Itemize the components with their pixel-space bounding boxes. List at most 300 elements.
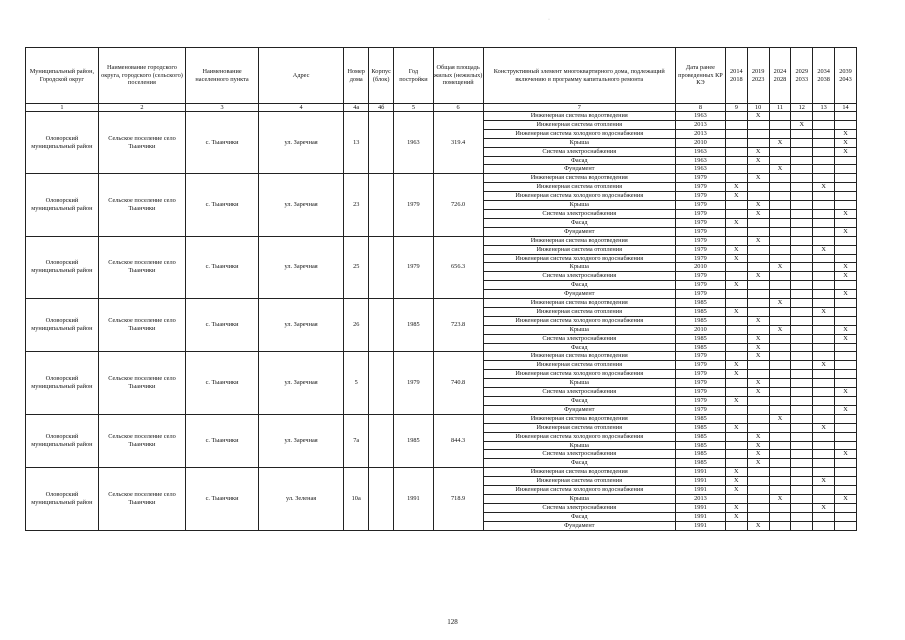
element-repair-date: 1979	[675, 388, 725, 397]
element-repair-date: 1979	[675, 352, 725, 361]
building-block	[369, 414, 394, 467]
element-repair-date: 1979	[675, 272, 725, 281]
period-mark	[813, 486, 835, 495]
period-mark	[835, 352, 857, 361]
period-mark: X	[725, 254, 747, 263]
column-number: 6	[433, 104, 483, 112]
period-mark	[791, 245, 813, 254]
element-name: Инженерная система водоотведения	[483, 352, 675, 361]
building-district: Оловорский муниципальный район	[26, 299, 99, 352]
building-area: 726.0	[433, 174, 483, 236]
period-mark	[813, 112, 835, 121]
period-mark	[813, 299, 835, 308]
column-number: 11	[769, 104, 791, 112]
element-name: Система электроснабжения	[483, 209, 675, 218]
building-street: ул. Заречная	[258, 174, 343, 236]
element-name: Инженерная система холодного водоснабжения	[483, 192, 675, 201]
element-name: Система электроснабжения	[483, 272, 675, 281]
period-mark	[791, 147, 813, 156]
period-mark	[725, 263, 747, 272]
period-mark	[813, 325, 835, 334]
column-header: 2014 2018	[725, 48, 747, 104]
element-repair-date: 1985	[675, 432, 725, 441]
period-mark	[791, 174, 813, 183]
element-repair-date: 1985	[675, 423, 725, 432]
period-mark	[725, 112, 747, 121]
building-district: Оловорский муниципальный район	[26, 414, 99, 467]
period-mark: X	[769, 325, 791, 334]
period-mark	[835, 459, 857, 468]
column-header: 2024 2028	[769, 48, 791, 104]
building-year: 1963	[394, 112, 434, 174]
period-mark	[791, 272, 813, 281]
element-repair-date: 1963	[675, 165, 725, 174]
period-mark	[791, 459, 813, 468]
period-mark: X	[835, 263, 857, 272]
period-mark: X	[813, 183, 835, 192]
element-name: Фундамент	[483, 227, 675, 236]
period-mark: X	[835, 290, 857, 299]
element-name: Инженерная система отопления	[483, 183, 675, 192]
period-mark	[835, 245, 857, 254]
element-name: Система электроснабжения	[483, 450, 675, 459]
element-name: Крыша	[483, 441, 675, 450]
table-body	[26, 112, 857, 531]
period-mark	[791, 423, 813, 432]
period-mark	[835, 503, 857, 512]
period-mark: X	[835, 405, 857, 414]
period-mark	[747, 254, 769, 263]
period-mark: X	[835, 138, 857, 147]
period-mark: X	[725, 192, 747, 201]
element-repair-date: 1979	[675, 370, 725, 379]
period-mark	[813, 209, 835, 218]
building-street: ул. Зеленая	[258, 468, 343, 530]
period-mark	[725, 450, 747, 459]
period-mark: X	[725, 218, 747, 227]
building-house: 10а	[344, 468, 369, 530]
period-mark	[747, 370, 769, 379]
period-mark	[725, 334, 747, 343]
period-mark	[747, 281, 769, 290]
period-mark	[747, 361, 769, 370]
building-district: Оловорский муниципальный район	[26, 112, 99, 174]
table-row	[26, 414, 857, 423]
period-mark	[835, 432, 857, 441]
period-mark	[769, 361, 791, 370]
period-mark	[791, 343, 813, 352]
element-repair-date: 1985	[675, 450, 725, 459]
period-mark	[769, 183, 791, 192]
period-mark: X	[813, 503, 835, 512]
period-mark: X	[725, 468, 747, 477]
period-mark	[725, 156, 747, 165]
period-mark	[791, 316, 813, 325]
period-mark	[791, 503, 813, 512]
element-repair-date: 1985	[675, 343, 725, 352]
column-number: 3	[186, 104, 259, 112]
column-number: 7	[483, 104, 675, 112]
period-mark	[835, 512, 857, 521]
period-mark	[813, 494, 835, 503]
period-mark	[813, 405, 835, 414]
period-mark	[769, 227, 791, 236]
period-mark	[769, 477, 791, 486]
building-area: 319.4	[433, 112, 483, 174]
period-mark	[747, 290, 769, 299]
building-settlement: Сельское поселение село Тыанчики	[98, 352, 185, 414]
period-mark	[725, 405, 747, 414]
period-mark: X	[835, 227, 857, 236]
building-locality: с. Тыанчики	[186, 468, 259, 530]
period-mark	[769, 201, 791, 210]
period-mark	[769, 343, 791, 352]
period-mark	[791, 192, 813, 201]
element-repair-date: 1985	[675, 459, 725, 468]
period-mark: X	[725, 245, 747, 254]
building-locality: с. Тыанчики	[186, 352, 259, 414]
period-mark	[791, 201, 813, 210]
period-mark	[835, 299, 857, 308]
period-mark	[725, 147, 747, 156]
element-repair-date: 1979	[675, 397, 725, 406]
period-mark	[791, 397, 813, 406]
building-district: Оловорский муниципальный район	[26, 468, 99, 530]
period-mark	[769, 370, 791, 379]
page-number: 128	[447, 618, 458, 626]
capital-repair-table	[25, 47, 857, 531]
building-year: 1979	[394, 174, 434, 236]
building-settlement: Сельское поселение село Тыанчики	[98, 299, 185, 352]
period-mark	[813, 201, 835, 210]
period-mark	[747, 405, 769, 414]
building-street: ул. Заречная	[258, 352, 343, 414]
building-locality: с. Тыанчики	[186, 236, 259, 298]
column-number: 4б	[369, 104, 394, 112]
building-locality: с. Тыанчики	[186, 414, 259, 467]
period-mark	[813, 272, 835, 281]
element-name: Инженерная система холодного водоснабжения	[483, 129, 675, 138]
period-mark	[813, 129, 835, 138]
element-name: Крыша	[483, 325, 675, 334]
building-block	[369, 112, 394, 174]
building-block	[369, 174, 394, 236]
period-mark	[725, 441, 747, 450]
building-district: Оловорский муниципальный район	[26, 352, 99, 414]
period-mark: X	[813, 307, 835, 316]
period-mark	[835, 486, 857, 495]
period-mark	[747, 165, 769, 174]
column-number: 13	[813, 104, 835, 112]
period-mark	[769, 405, 791, 414]
element-repair-date: 1979	[675, 254, 725, 263]
period-mark	[835, 379, 857, 388]
period-mark	[747, 307, 769, 316]
building-house: 26	[344, 299, 369, 352]
period-mark	[725, 494, 747, 503]
building-area: 844.3	[433, 414, 483, 467]
period-mark	[725, 388, 747, 397]
period-mark: X	[769, 494, 791, 503]
building-block	[369, 236, 394, 298]
period-mark	[725, 299, 747, 308]
period-mark	[791, 299, 813, 308]
period-mark	[813, 432, 835, 441]
element-repair-date: 1991	[675, 512, 725, 521]
column-header: Номер дома	[344, 48, 369, 104]
element-name: Инженерная система водоотведения	[483, 112, 675, 121]
period-mark	[835, 307, 857, 316]
element-name: Крыша	[483, 379, 675, 388]
period-mark	[769, 503, 791, 512]
period-mark	[791, 361, 813, 370]
period-mark	[791, 227, 813, 236]
period-mark	[835, 165, 857, 174]
period-mark	[747, 120, 769, 129]
element-name: Фасад	[483, 512, 675, 521]
period-mark: X	[747, 334, 769, 343]
period-mark	[791, 209, 813, 218]
element-repair-date: 1979	[675, 290, 725, 299]
element-name: Инженерная система отопления	[483, 423, 675, 432]
period-mark: X	[769, 414, 791, 423]
element-name: Система электроснабжения	[483, 503, 675, 512]
element-repair-date: 1979	[675, 281, 725, 290]
element-name: Фасад	[483, 397, 675, 406]
period-mark	[769, 245, 791, 254]
period-mark	[769, 521, 791, 530]
period-mark	[791, 236, 813, 245]
column-number: 2	[98, 104, 185, 112]
element-name: Фасад	[483, 218, 675, 227]
period-mark	[747, 218, 769, 227]
column-number: 12	[791, 104, 813, 112]
element-repair-date: 1979	[675, 192, 725, 201]
element-repair-date: 1979	[675, 379, 725, 388]
period-mark	[747, 486, 769, 495]
element-repair-date: 1985	[675, 307, 725, 316]
period-mark	[791, 183, 813, 192]
element-repair-date: 1985	[675, 316, 725, 325]
period-mark	[769, 441, 791, 450]
period-mark: X	[835, 388, 857, 397]
period-mark	[769, 486, 791, 495]
period-mark	[747, 512, 769, 521]
element-repair-date: 1979	[675, 174, 725, 183]
period-mark: X	[835, 325, 857, 334]
period-mark	[835, 397, 857, 406]
period-mark	[769, 218, 791, 227]
period-mark	[813, 263, 835, 272]
period-mark	[769, 112, 791, 121]
period-mark	[769, 192, 791, 201]
period-mark	[769, 129, 791, 138]
period-mark: X	[747, 147, 769, 156]
period-mark	[835, 423, 857, 432]
scan-speck: ·	[548, 17, 550, 23]
period-mark: X	[725, 512, 747, 521]
column-number: 14	[835, 104, 857, 112]
element-repair-date: 1963	[675, 147, 725, 156]
element-repair-date: 1979	[675, 218, 725, 227]
building-settlement: Сельское поселение село Тыанчики	[98, 174, 185, 236]
period-mark	[813, 459, 835, 468]
period-mark	[835, 370, 857, 379]
period-mark	[791, 468, 813, 477]
period-mark	[813, 254, 835, 263]
period-mark: X	[813, 245, 835, 254]
period-mark	[725, 316, 747, 325]
period-mark: X	[747, 388, 769, 397]
building-street: ул. Заречная	[258, 414, 343, 467]
building-locality: с. Тыанчики	[186, 112, 259, 174]
period-mark	[769, 397, 791, 406]
building-house: 23	[344, 174, 369, 236]
element-name: Фундамент	[483, 290, 675, 299]
period-mark	[747, 129, 769, 138]
element-name: Крыша	[483, 138, 675, 147]
period-mark	[813, 138, 835, 147]
element-repair-date: 1985	[675, 441, 725, 450]
building-street: ул. Заречная	[258, 299, 343, 352]
period-mark	[769, 379, 791, 388]
column-header: Общая площадь жилых (нежилых) помещений	[433, 48, 483, 104]
period-mark	[791, 290, 813, 299]
period-mark	[835, 201, 857, 210]
table-row	[26, 112, 857, 121]
period-mark	[769, 334, 791, 343]
period-mark	[791, 112, 813, 121]
period-mark	[769, 450, 791, 459]
element-name: Система электроснабжения	[483, 388, 675, 397]
building-year: 1985	[394, 414, 434, 467]
element-name: Крыша	[483, 494, 675, 503]
period-mark: X	[725, 361, 747, 370]
column-number: 5	[394, 104, 434, 112]
period-mark: X	[747, 343, 769, 352]
period-mark	[791, 441, 813, 450]
column-header: Наименование населенного пункта	[186, 48, 259, 104]
period-mark	[813, 334, 835, 343]
period-mark	[725, 290, 747, 299]
period-mark	[791, 281, 813, 290]
period-mark: X	[747, 112, 769, 121]
period-mark: X	[835, 334, 857, 343]
column-number: 9	[725, 104, 747, 112]
element-repair-date: 2013	[675, 494, 725, 503]
element-repair-date: 1979	[675, 405, 725, 414]
period-mark	[725, 272, 747, 281]
period-mark	[791, 218, 813, 227]
element-name: Фундамент	[483, 405, 675, 414]
period-mark	[835, 218, 857, 227]
period-mark	[725, 343, 747, 352]
building-block	[369, 299, 394, 352]
column-number: 4а	[344, 104, 369, 112]
period-mark	[769, 423, 791, 432]
period-mark	[835, 316, 857, 325]
period-mark	[747, 299, 769, 308]
column-number: 1	[26, 104, 99, 112]
period-mark	[725, 379, 747, 388]
building-year: 1979	[394, 236, 434, 298]
period-mark	[769, 432, 791, 441]
period-mark	[813, 379, 835, 388]
period-mark	[747, 494, 769, 503]
column-header: Муниципальный район, Городской округ	[26, 48, 99, 104]
element-repair-date: 1979	[675, 183, 725, 192]
period-mark	[813, 370, 835, 379]
period-mark: X	[725, 370, 747, 379]
period-mark: X	[725, 423, 747, 432]
building-house: 5	[344, 352, 369, 414]
period-mark	[835, 156, 857, 165]
period-mark	[725, 325, 747, 334]
period-mark	[813, 414, 835, 423]
period-mark	[725, 129, 747, 138]
table-row	[26, 236, 857, 245]
element-repair-date: 1963	[675, 156, 725, 165]
period-mark	[769, 236, 791, 245]
element-repair-date: 1979	[675, 201, 725, 210]
period-mark	[769, 120, 791, 129]
period-mark	[769, 307, 791, 316]
period-mark	[769, 254, 791, 263]
period-mark	[725, 352, 747, 361]
table-row	[26, 352, 857, 361]
period-mark: X	[769, 165, 791, 174]
element-name: Инженерная система холодного водоснабжения	[483, 316, 675, 325]
period-mark	[835, 236, 857, 245]
period-mark	[791, 405, 813, 414]
period-mark	[791, 477, 813, 486]
period-mark	[813, 192, 835, 201]
period-mark	[813, 156, 835, 165]
element-repair-date: 1979	[675, 227, 725, 236]
period-mark	[835, 441, 857, 450]
period-mark	[791, 432, 813, 441]
building-street: ул. Заречная	[258, 236, 343, 298]
element-repair-date: 1991	[675, 503, 725, 512]
period-mark: X	[747, 201, 769, 210]
period-mark	[769, 459, 791, 468]
period-mark	[747, 192, 769, 201]
element-repair-date: 2010	[675, 325, 725, 334]
element-name: Фундамент	[483, 521, 675, 530]
period-mark	[835, 254, 857, 263]
period-mark	[747, 245, 769, 254]
column-header: Дата ранее проведенных КР КЭ	[675, 48, 725, 104]
element-repair-date: 1991	[675, 477, 725, 486]
period-mark	[791, 254, 813, 263]
period-mark: X	[725, 503, 747, 512]
period-mark: X	[747, 174, 769, 183]
period-mark	[813, 468, 835, 477]
building-settlement: Сельское поселение село Тыанчики	[98, 414, 185, 467]
period-mark	[791, 352, 813, 361]
period-mark	[835, 343, 857, 352]
element-name: Инженерная система водоотведения	[483, 236, 675, 245]
element-name: Фасад	[483, 343, 675, 352]
building-block	[369, 352, 394, 414]
period-mark: X	[725, 397, 747, 406]
column-header: Корпус (блок)	[369, 48, 394, 104]
period-mark: X	[835, 494, 857, 503]
element-repair-date: 1979	[675, 245, 725, 254]
period-mark	[747, 138, 769, 147]
building-locality: с. Тыанчики	[186, 174, 259, 236]
element-repair-date: 1963	[675, 112, 725, 121]
